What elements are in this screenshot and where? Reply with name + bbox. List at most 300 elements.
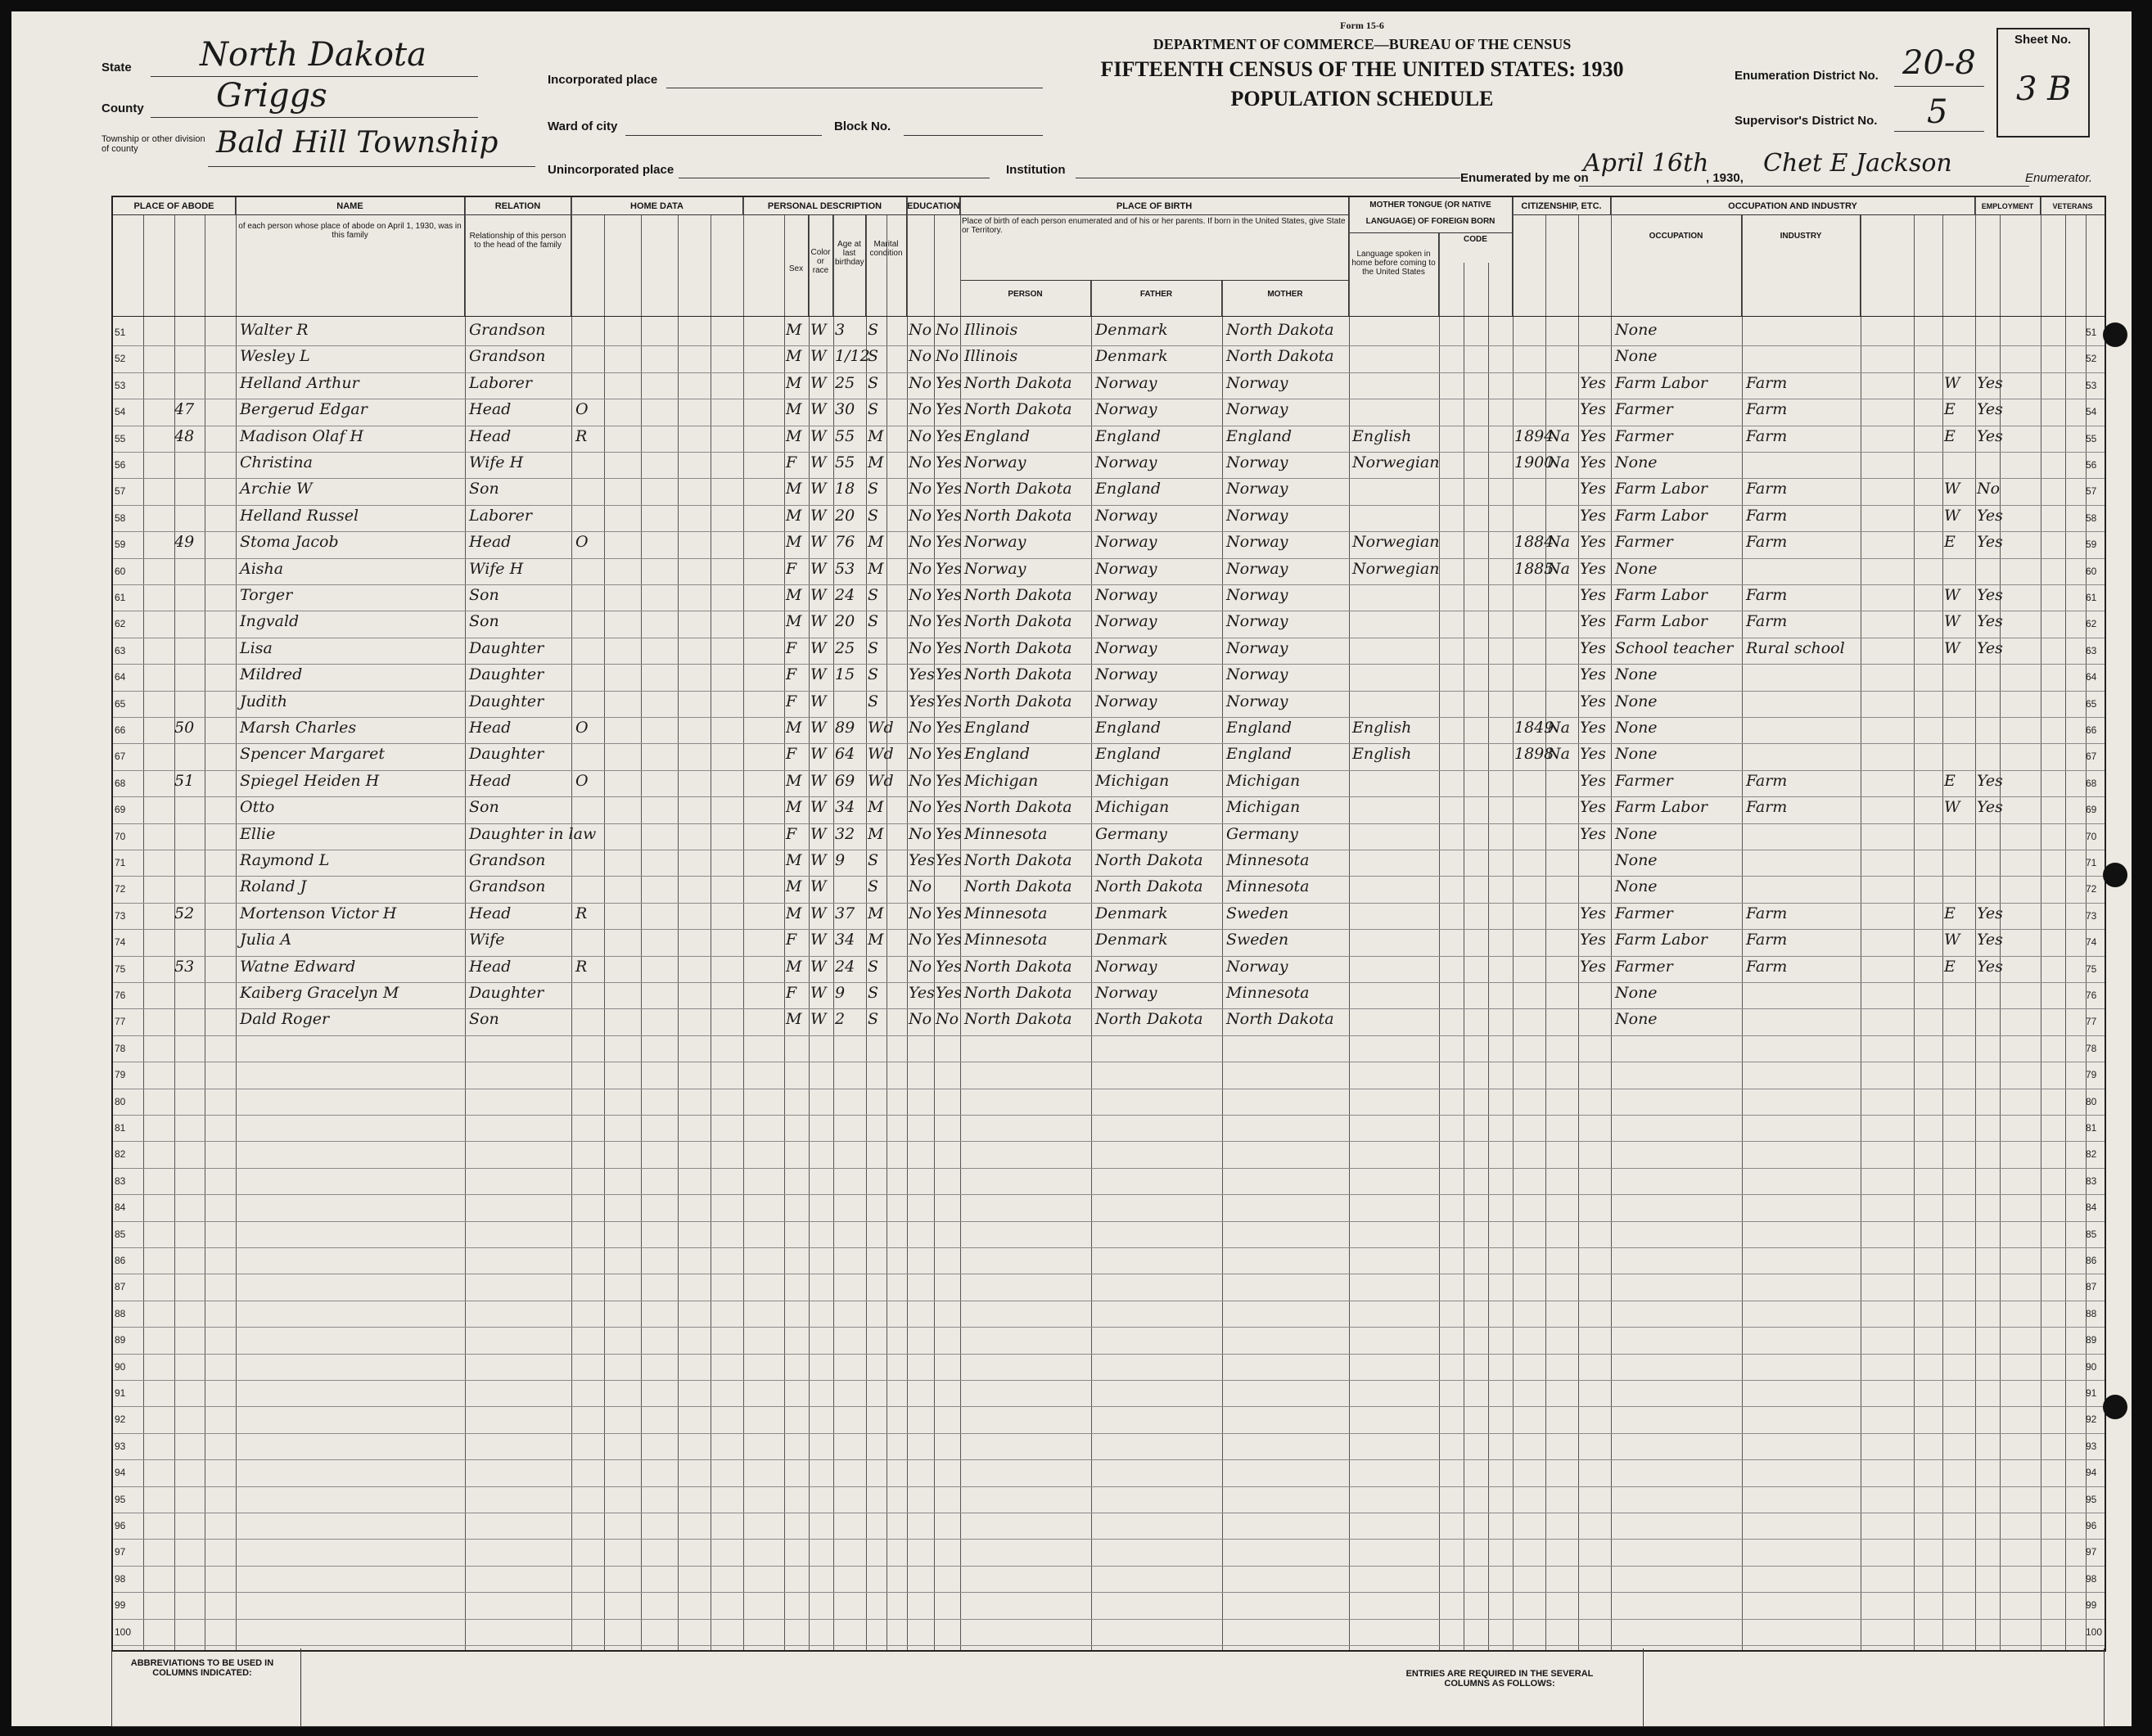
cell-read: Yes — [936, 745, 962, 764]
binding-hole — [2103, 863, 2127, 887]
header-race: Color or race — [809, 215, 833, 316]
cell-imm: 1884 — [1514, 533, 1554, 552]
line-number: 62 — [115, 618, 126, 630]
cell-pob: North Dakota — [964, 665, 1072, 684]
cell-pob: England — [964, 745, 1031, 764]
line-number: 79 — [115, 1069, 126, 1081]
cell-mpob: Norway — [1226, 957, 1288, 976]
census-title: FIFTEENTH CENSUS OF THE UNITED STATES: 1930 — [1100, 57, 1624, 81]
cell-read: Yes — [936, 559, 962, 578]
binding-hole — [2103, 1395, 2127, 1419]
line-number: 85 — [115, 1228, 126, 1240]
cell-eng: Yes — [1580, 612, 1606, 631]
table-row — [113, 744, 2105, 770]
census-rows — [113, 320, 2105, 1650]
cell-cit: Na — [1547, 719, 1570, 737]
cell-tongue: Norwegian — [1352, 453, 1440, 471]
line-number: 76 — [115, 990, 126, 1001]
cell-fpob: Norway — [1095, 533, 1157, 552]
cell-race: W — [810, 745, 827, 764]
cell-work: Yes — [1977, 904, 2003, 922]
cell-mpob: Norway — [1226, 559, 1288, 578]
cell-imm: 1894 — [1514, 426, 1554, 445]
line-number: 94 — [115, 1467, 126, 1479]
cell-mpob: England — [1226, 426, 1293, 445]
cell-rel: Grandson — [469, 321, 546, 339]
cell-name: Watne Edward — [240, 957, 356, 976]
state-value: North Dakota — [200, 36, 426, 74]
cell-occ: Farm Labor — [1615, 798, 1708, 817]
group-education: EDUCATION — [907, 197, 960, 215]
cell-mpob: Norway — [1226, 373, 1288, 392]
line-number-right: 63 — [2086, 644, 2097, 656]
enum-district-label: Enumeration District No. — [1735, 69, 1879, 83]
cell-sex: M — [786, 400, 802, 419]
cell-race: W — [810, 612, 827, 631]
cell-name: Christina — [240, 453, 313, 471]
cell-mar: S — [868, 586, 879, 604]
cell-cit: Na — [1547, 745, 1570, 764]
table-row — [113, 373, 2105, 399]
cell-rel: Head — [469, 904, 512, 922]
cell-pob: England — [964, 426, 1031, 445]
group-veterans: VETERANS — [2041, 197, 2105, 215]
cell-pob: Minnesota — [964, 904, 1048, 922]
cell-fpob: Michigan — [1095, 798, 1170, 817]
line-number-right: 84 — [2086, 1202, 2097, 1214]
cell-read: Yes — [936, 506, 962, 525]
county-label: County — [102, 101, 144, 115]
cell-sex: M — [786, 957, 802, 976]
cell-race: W — [810, 426, 827, 445]
cell-sch: No — [909, 506, 932, 525]
group-relation: RELATION — [465, 197, 571, 215]
cell-fpob: England — [1095, 745, 1162, 764]
cell-mar: S — [868, 984, 879, 1002]
cell-mpob: Norway — [1226, 480, 1288, 498]
table-row — [113, 1116, 2105, 1142]
cell-name: Bergerud Edgar — [240, 400, 368, 419]
cell-mar: Wd — [868, 745, 894, 764]
cell-race: W — [810, 692, 827, 710]
cell-mar: S — [868, 1010, 879, 1029]
cell-occ: Farm Labor — [1615, 931, 1708, 949]
cell-cls: E — [1944, 400, 1956, 419]
line-number-right: 79 — [2086, 1069, 2097, 1081]
cell-sch: No — [909, 347, 932, 366]
cell-work: Yes — [1977, 798, 2003, 817]
cell-age: 34 — [835, 931, 855, 949]
cell-eng: Yes — [1580, 426, 1606, 445]
cell-read: Yes — [936, 373, 962, 392]
cell-work: Yes — [1977, 506, 2003, 525]
line-number: 92 — [115, 1414, 126, 1426]
cell-eng: Yes — [1580, 506, 1606, 525]
cell-fpob: England — [1095, 426, 1162, 445]
cell-name: Wesley L — [240, 347, 310, 366]
cell-cls: E — [1944, 426, 1956, 445]
cell-rel: Daughter — [469, 665, 544, 684]
line-number-right: 71 — [2086, 857, 2097, 868]
cell-own: R — [575, 904, 588, 922]
cell-mpob: Germany — [1226, 824, 1298, 843]
cell-sex: M — [786, 771, 802, 790]
cell-occ: Farmer — [1615, 400, 1673, 419]
table-row — [113, 771, 2105, 797]
cell-eng: Yes — [1580, 692, 1606, 710]
cell-sex: M — [786, 347, 802, 366]
line-number-right: 57 — [2086, 485, 2097, 498]
cell-rel: Head — [469, 771, 512, 790]
cell-cls: E — [1944, 771, 1956, 790]
cell-name: Mortenson Victor H — [240, 904, 397, 922]
line-number: 98 — [115, 1572, 126, 1585]
table-row — [113, 1195, 2105, 1221]
cell-eng: Yes — [1580, 453, 1606, 471]
line-number-right: 66 — [2086, 724, 2097, 736]
line-number: 77 — [115, 1016, 126, 1028]
cell-mpob: Norway — [1226, 586, 1288, 604]
cell-pob: North Dakota — [964, 400, 1072, 419]
cell-fpob: North Dakota — [1095, 1010, 1203, 1029]
cell-eng: Yes — [1580, 719, 1606, 737]
table-row — [113, 638, 2105, 665]
cell-work: Yes — [1977, 638, 2003, 657]
cell-mpob: Norway — [1226, 400, 1288, 419]
cell-occ: Farm Labor — [1615, 612, 1708, 631]
cell-read: Yes — [936, 931, 962, 949]
table-row — [113, 479, 2105, 505]
cell-ind: Farm — [1746, 612, 1788, 631]
cell-rel: Grandson — [469, 877, 546, 896]
cell-age: 64 — [835, 745, 855, 764]
line-number: 52 — [115, 353, 126, 365]
line-number-right: 67 — [2086, 751, 2097, 763]
cell-occ: None — [1615, 877, 1658, 896]
cell-mpob: Norway — [1226, 533, 1288, 552]
line-number: 61 — [115, 592, 126, 603]
table-row — [113, 585, 2105, 611]
cell-occ: Farm Labor — [1615, 373, 1708, 392]
group-place-of-birth: PLACE OF BIRTH — [960, 197, 1349, 215]
line-number-right: 69 — [2086, 804, 2097, 816]
cell-mar: S — [868, 480, 879, 498]
cell-name: Spencer Margaret — [240, 745, 385, 764]
cell-mar: M — [868, 931, 884, 949]
cell-eng: Yes — [1580, 586, 1606, 604]
table-row — [113, 692, 2105, 718]
cell-mpob: Norway — [1226, 453, 1288, 471]
sheet-value: 3 B — [2016, 70, 2072, 108]
line-number-right: 82 — [2086, 1148, 2097, 1161]
table-row — [113, 877, 2105, 903]
cell-eng: Yes — [1580, 400, 1606, 419]
cell-eng: Yes — [1580, 665, 1606, 684]
cell-own: O — [575, 771, 589, 790]
line-number-right: 74 — [2086, 936, 2097, 949]
cell-cls: W — [1944, 931, 1960, 949]
cell-cls: W — [1944, 373, 1960, 392]
cell-pob: North Dakota — [964, 1010, 1072, 1029]
cell-sex: M — [786, 851, 802, 869]
cell-cls: W — [1944, 506, 1960, 525]
cell-occ: None — [1615, 851, 1658, 869]
cell-cit: Na — [1547, 426, 1570, 445]
cell-sch: No — [909, 719, 932, 737]
header-father: FATHER — [1091, 281, 1222, 316]
line-number: 54 — [115, 406, 126, 418]
cell-pob: Norway — [964, 559, 1026, 578]
cell-sex: M — [786, 373, 802, 392]
header-marital: Marital condition — [866, 215, 907, 316]
cell-name: Judith — [240, 692, 287, 710]
cell-fpob: Norway — [1095, 612, 1157, 631]
cell-mpob: Norway — [1226, 638, 1288, 657]
cell-mpob: England — [1226, 719, 1293, 737]
table-row — [113, 797, 2105, 823]
cell-cls: W — [1944, 798, 1960, 817]
table-row — [113, 320, 2105, 346]
cell-work: Yes — [1977, 957, 2003, 976]
cell-eng: Yes — [1580, 798, 1606, 817]
cell-dwell: 51 — [174, 771, 195, 790]
line-number-right: 78 — [2086, 1042, 2097, 1054]
line-number: 68 — [115, 777, 126, 789]
cell-ind: Farm — [1746, 931, 1788, 949]
cell-dwell: 47 — [174, 400, 195, 419]
line-number-right: 100 — [2086, 1626, 2103, 1638]
cell-rel: Daughter in law — [469, 824, 597, 843]
cell-age: 76 — [835, 533, 855, 552]
cell-imm: 1900 — [1514, 453, 1554, 471]
cell-read: Yes — [936, 612, 962, 631]
cell-age: 53 — [835, 559, 855, 578]
cell-rel: Wife H — [469, 559, 524, 578]
cell-mar: M — [868, 904, 884, 922]
cell-name: Julia A — [240, 931, 292, 949]
cell-own: O — [575, 533, 589, 552]
cell-name: Mildred — [240, 665, 303, 684]
cell-cls: W — [1944, 480, 1960, 498]
line-number: 56 — [115, 459, 126, 471]
cell-sex: M — [786, 719, 802, 737]
line-number-right: 73 — [2086, 909, 2097, 922]
line-number-right: 92 — [2086, 1414, 2097, 1426]
cell-read: No — [936, 321, 959, 339]
cell-read: Yes — [936, 798, 962, 817]
group-citizenship: CITIZENSHIP, ETC. — [1513, 197, 1611, 215]
cell-sex: M — [786, 426, 802, 445]
cell-sch: No — [909, 373, 932, 392]
cell-rel: Head — [469, 719, 512, 737]
line-number-right: 97 — [2086, 1546, 2097, 1558]
cell-sex: M — [786, 506, 802, 525]
unincorporated-label: Unincorporated place — [548, 163, 674, 177]
cell-mar: S — [868, 638, 879, 657]
table-row — [113, 453, 2105, 479]
group-personal-description: PERSONAL DESCRIPTION — [743, 197, 907, 215]
cell-pob: Minnesota — [964, 824, 1048, 843]
cell-name: Otto — [240, 798, 275, 817]
cell-mar: S — [868, 665, 879, 684]
cell-mpob: Michigan — [1226, 798, 1301, 817]
binding-hole — [2103, 322, 2127, 347]
cell-name: Spiegel Heiden H — [240, 771, 380, 790]
cell-rel: Son — [469, 798, 499, 817]
cell-mar: M — [868, 798, 884, 817]
cell-dwell: 50 — [174, 719, 195, 737]
table-row — [113, 1169, 2105, 1195]
table-row — [113, 611, 2105, 638]
line-number: 86 — [115, 1255, 126, 1266]
cell-eng: Yes — [1580, 638, 1606, 657]
line-number-right: 64 — [2086, 671, 2097, 683]
line-number-right: 52 — [2086, 353, 2097, 365]
cell-tongue: Norwegian — [1352, 533, 1440, 552]
line-number-right: 65 — [2086, 697, 2097, 710]
line-number-right: 80 — [2086, 1095, 2097, 1107]
line-number-right: 53 — [2086, 379, 2097, 391]
cell-mar: S — [868, 373, 879, 392]
table-row — [113, 957, 2105, 983]
cell-age: 34 — [835, 798, 855, 817]
line-number-right: 72 — [2086, 883, 2097, 895]
cell-ind: Farm — [1746, 480, 1788, 498]
cell-rel: Wife H — [469, 453, 524, 471]
cell-rel: Son — [469, 612, 499, 631]
cell-own: O — [575, 400, 589, 419]
line-number: 66 — [115, 724, 126, 736]
cell-occ: None — [1615, 824, 1658, 843]
cell-race: W — [810, 480, 827, 498]
cell-occ: None — [1615, 984, 1658, 1002]
table-row — [113, 1381, 2105, 1407]
cell-occ: None — [1615, 665, 1658, 684]
cell-cls: W — [1944, 586, 1960, 604]
cell-sch: No — [909, 533, 932, 552]
cell-read: No — [936, 347, 959, 366]
cell-rel: Grandson — [469, 851, 546, 869]
cell-pob: North Dakota — [964, 692, 1072, 710]
cell-read: Yes — [936, 400, 962, 419]
cell-fpob: Norway — [1095, 957, 1157, 976]
header-person: PERSON — [960, 281, 1091, 316]
cell-age: 24 — [835, 957, 855, 976]
cell-sch: No — [909, 559, 932, 578]
cell-read: Yes — [936, 692, 962, 710]
line-number: 75 — [115, 963, 126, 975]
table-row — [113, 1009, 2105, 1035]
line-number: 60 — [115, 565, 126, 577]
cell-mpob: Norway — [1226, 665, 1288, 684]
cell-mar: S — [868, 692, 879, 710]
cell-pob: North Dakota — [964, 480, 1072, 498]
cell-race: W — [810, 824, 827, 843]
header-name: of each person whose place of abode on April 1, 1930, was in this family — [236, 215, 465, 316]
cell-fpob: Michigan — [1095, 771, 1170, 790]
cell-race: W — [810, 984, 827, 1002]
line-number: 67 — [115, 751, 126, 763]
cell-ind: Farm — [1746, 957, 1788, 976]
line-number: 97 — [115, 1546, 126, 1558]
table-row — [113, 983, 2105, 1009]
block-label: Block No. — [834, 119, 891, 133]
cell-sch: No — [909, 931, 932, 949]
cell-ind: Farm — [1746, 426, 1788, 445]
cell-age: 55 — [835, 453, 855, 471]
cell-name: Helland Arthur — [240, 373, 359, 392]
line-number: 65 — [115, 697, 126, 710]
cell-mpob: North Dakota — [1226, 321, 1334, 339]
cell-sex: F — [786, 984, 797, 1002]
table-row — [113, 1460, 2105, 1486]
cell-race: W — [810, 877, 827, 896]
cell-mpob: North Dakota — [1226, 1010, 1334, 1029]
sheet-box — [1996, 28, 2090, 138]
cell-mar: M — [868, 824, 884, 843]
cell-pob: North Dakota — [964, 586, 1072, 604]
cell-occ: Farm Labor — [1615, 586, 1708, 604]
cell-read: Yes — [936, 638, 962, 657]
cell-pob: Minnesota — [964, 931, 1048, 949]
line-number-right: 56 — [2086, 459, 2097, 471]
cell-sex: M — [786, 586, 802, 604]
enumerator-label: Enumerator. — [2025, 171, 2092, 185]
cell-sex: M — [786, 798, 802, 817]
line-number-right: 77 — [2086, 1016, 2097, 1028]
cell-read: Yes — [936, 957, 962, 976]
line-number: 84 — [115, 1202, 126, 1214]
cell-age: 3 — [835, 321, 846, 339]
cell-age: 89 — [835, 719, 855, 737]
line-number-right: 95 — [2086, 1493, 2097, 1505]
line-number: 91 — [115, 1387, 126, 1399]
cell-mar: M — [868, 533, 884, 552]
cell-pob: Illinois — [964, 347, 1018, 366]
header-code: CODE — [1439, 233, 1513, 316]
cell-tongue: English — [1352, 719, 1412, 737]
supervisor-value: 5 — [1927, 93, 1948, 131]
cell-occ: None — [1615, 559, 1658, 578]
line-number-right: 81 — [2086, 1122, 2097, 1134]
cell-mar: S — [868, 851, 879, 869]
cell-sch: No — [909, 771, 932, 790]
cell-age: 25 — [835, 638, 855, 657]
cell-read: Yes — [936, 851, 962, 869]
line-number: 100 — [115, 1626, 132, 1638]
header-age: Age at last birthday — [833, 215, 866, 316]
cell-rel: Head — [469, 957, 512, 976]
cell-fpob: Norway — [1095, 638, 1157, 657]
group-mother-tongue: MOTHER TONGUE (OR NATIVE LANGUAGE) OF FOREIGN BORN — [1349, 197, 1513, 233]
cell-cls: E — [1944, 533, 1956, 552]
cell-eng: Yes — [1580, 533, 1606, 552]
cell-mpob: Norway — [1226, 506, 1288, 525]
cell-mar: S — [868, 506, 879, 525]
cell-pob: North Dakota — [964, 638, 1072, 657]
line-number: 57 — [115, 485, 126, 498]
cell-sch: Yes — [909, 665, 935, 684]
cell-rel: Daughter — [469, 984, 544, 1002]
cell-sch: No — [909, 957, 932, 976]
cell-fpob: Denmark — [1095, 904, 1168, 922]
cell-mar: S — [868, 957, 879, 976]
cell-rel: Son — [469, 1010, 499, 1029]
table-row — [113, 850, 2105, 877]
cell-mar: Wd — [868, 771, 894, 790]
table-row — [113, 506, 2105, 532]
line-number-right: 61 — [2086, 592, 2097, 603]
